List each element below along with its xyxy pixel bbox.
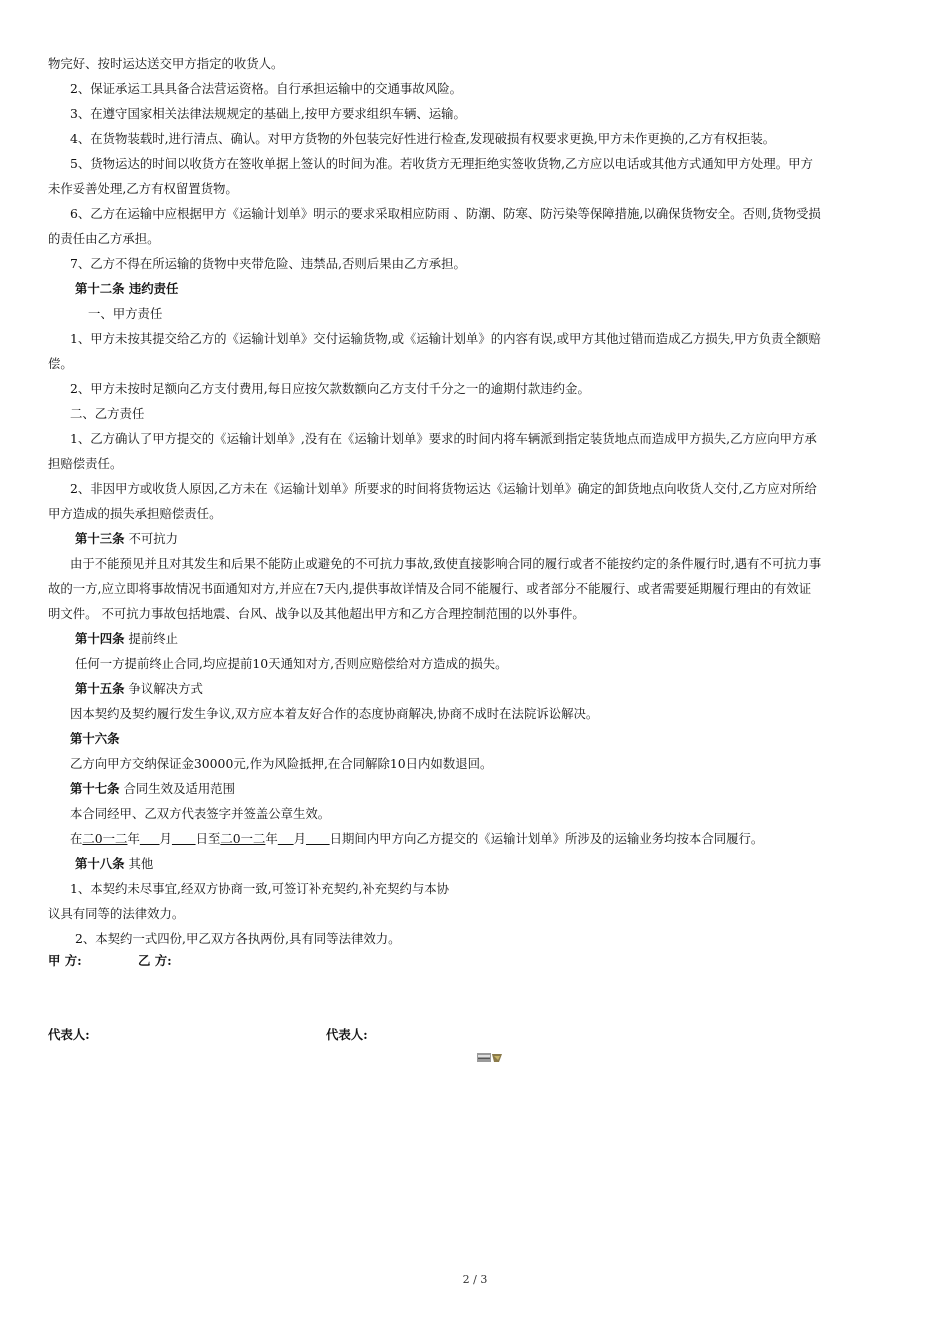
party-b-label: 乙 方: bbox=[138, 953, 172, 968]
paragraph-line: 6、乙方在运输中应根据甲方《运输计划单》明示的要求采取相应防雨 、防潮、防寒、防污染等保障措施,以确保货物安全。否则,货物受损 bbox=[70, 206, 821, 221]
paragraph-line: 任何一方提前终止合同,均应提前10天通知对方,否则应赔偿给对方造成的损失。 bbox=[75, 656, 508, 671]
article-title: 不可抗力 bbox=[128, 531, 179, 546]
paragraph-line: 5、货物运达的时间以收货方在签收单据上签认的时间为准。若收货方无理拒绝实签收货物,乙方应以电话或其他方式通知甲方处理。甲方 bbox=[70, 156, 813, 171]
paragraph-line: 2、保证承运工具具备合法营运资格。自行承担运输中的交通事故风险。 bbox=[70, 81, 462, 96]
term-line bbox=[48, 826, 904, 851]
term-text: 在 bbox=[70, 831, 83, 846]
party-b-representative-label: 代表人: bbox=[326, 1027, 368, 1042]
start-year: 二0一二 bbox=[82, 831, 128, 846]
party-a-representative-label: 代表人: bbox=[48, 1027, 90, 1042]
seal-image bbox=[477, 1052, 503, 1063]
end-month-blank bbox=[278, 831, 294, 846]
term-text: 月 bbox=[159, 831, 172, 846]
term-text: 年 bbox=[127, 831, 140, 846]
paragraph-line: 物完好、按时运达送交甲方指定的收货人。 bbox=[48, 56, 284, 71]
paragraph-line: 2、非因甲方或收货人原因,乙方未在《运输计划单》所要求的时间将货物运达《运输计划单》确定的卸货地点向收货人交付,乙方应对所给 bbox=[70, 481, 817, 496]
article-title: 合同生效及适用范围 bbox=[123, 781, 236, 796]
paragraph-line: 2、甲方未按时足额向乙方支付费用,每日应按欠款数额向乙方支付千分之一的逾期付款违约金。 bbox=[70, 381, 590, 396]
article-number: 第十三条 bbox=[75, 531, 125, 546]
paragraph-line: 1、甲方未按其提交给乙方的《运输计划单》交付运输货物,或《运输计划单》的内容有误,或甲方其他过错而造成乙方损失,甲方负责全额赔 bbox=[70, 331, 821, 346]
paragraph-line: 由于不能预见并且对其发生和后果不能防止或避免的不可抗力事故,致使直接影响合同的履行或者不能按约定的条件履行时,遇有不可抗力事 bbox=[70, 556, 822, 571]
end-day-blank bbox=[306, 831, 330, 846]
party-a-liability-heading: 一、甲方责任 bbox=[88, 306, 163, 321]
paragraph-line: 乙方向甲方交纳保证金30000元,作为风险抵押,在合同解除10日内如数退回。 bbox=[70, 756, 493, 771]
party-a-label: 甲 方: bbox=[48, 953, 82, 968]
paragraph-line: 4、在货物装载时,进行清点、确认。对甲方货物的外包装完好性进行检查,发现破损有权要求更换,甲方未作更换的,乙方有权拒装。 bbox=[70, 131, 776, 146]
party-b-liability-heading: 二、乙方责任 bbox=[70, 406, 145, 421]
paragraph-line: 因本契约及契约履行发生争议,双方应本着友好合作的态度协商解决,协商不成时在法院诉讼解决。 bbox=[70, 706, 599, 721]
paragraph-line: 3、在遵守国家相关法律法规规定的基础上,按甲方要求组织车辆、运输。 bbox=[70, 106, 466, 121]
paragraph-line: 本合同经甲、乙双方代表签字并签盖公章生效。 bbox=[70, 806, 331, 821]
paragraph-line: 的责任由乙方承担。 bbox=[48, 231, 160, 246]
article-13-heading bbox=[48, 526, 904, 551]
term-text: 月 bbox=[293, 831, 306, 846]
article-12-heading: 第十二条 违约责任 bbox=[75, 281, 179, 296]
start-month-blank bbox=[140, 831, 160, 846]
paragraph-line: 2、本契约一式四份,甲乙双方各执两份,具有同等法律效力。 bbox=[75, 931, 401, 946]
term-text: 日至 bbox=[195, 831, 221, 846]
article-number: 第十八条 bbox=[75, 856, 125, 871]
paragraph-line: 明文件。 不可抗力事故包括地震、台风、战争以及其他超出甲方和乙方合理控制范围的以外事件。 bbox=[48, 606, 585, 621]
article-title: 其他 bbox=[128, 856, 154, 871]
paragraph-line: 担赔偿责任。 bbox=[48, 456, 123, 471]
end-year: 二0一二 bbox=[220, 831, 266, 846]
paragraph-line: 议具有同等的法律效力。 bbox=[48, 906, 185, 921]
paragraph-line: 1、乙方确认了甲方提交的《运输计划单》,没有在《运输计划单》要求的时间内将车辆派到指定装货地点而造成甲方损失,乙方应向甲方承 bbox=[70, 431, 817, 446]
article-14-heading bbox=[48, 626, 904, 651]
paragraph-line: 1、本契约未尽事宜,经双方协商一致,可签订补充契约,补充契约与本协 bbox=[70, 881, 450, 896]
article-title: 争议解决方式 bbox=[128, 681, 203, 696]
paragraph-line: 偿。 bbox=[48, 356, 73, 371]
paragraph-line: 故的一方,应立即将事故情况书面通知对方,并应在7天内,提供事故详情及合同不能履行、或者部分不能履行、或者需要延期履行理由的有效证 bbox=[48, 581, 812, 596]
article-number: 第十五条 bbox=[75, 681, 125, 696]
article-18-heading bbox=[48, 851, 904, 876]
contract-body bbox=[48, 51, 904, 951]
paragraph-line: 7、乙方不得在所运输的货物中夹带危险、违禁品,否则后果由乙方承担。 bbox=[70, 256, 466, 271]
page-number: 2 / 3 bbox=[462, 1273, 488, 1286]
article-15-heading bbox=[48, 676, 904, 701]
article-16-heading: 第十六条 bbox=[70, 731, 120, 746]
paragraph-line: 未作妥善处理,乙方有权留置货物。 bbox=[48, 181, 238, 196]
article-17-heading bbox=[48, 776, 904, 801]
paragraph-line: 甲方造成的损失承担赔偿责任。 bbox=[48, 506, 222, 521]
term-text: 日期间内甲方向乙方提交的《运输计划单》所涉及的运输业务均按本合同履行。 bbox=[329, 831, 764, 846]
article-number: 第十七条 bbox=[70, 781, 120, 796]
article-number: 第十四条 bbox=[75, 631, 125, 646]
article-title: 提前终止 bbox=[128, 631, 179, 646]
start-day-blank bbox=[172, 831, 196, 846]
term-text: 年 bbox=[265, 831, 278, 846]
